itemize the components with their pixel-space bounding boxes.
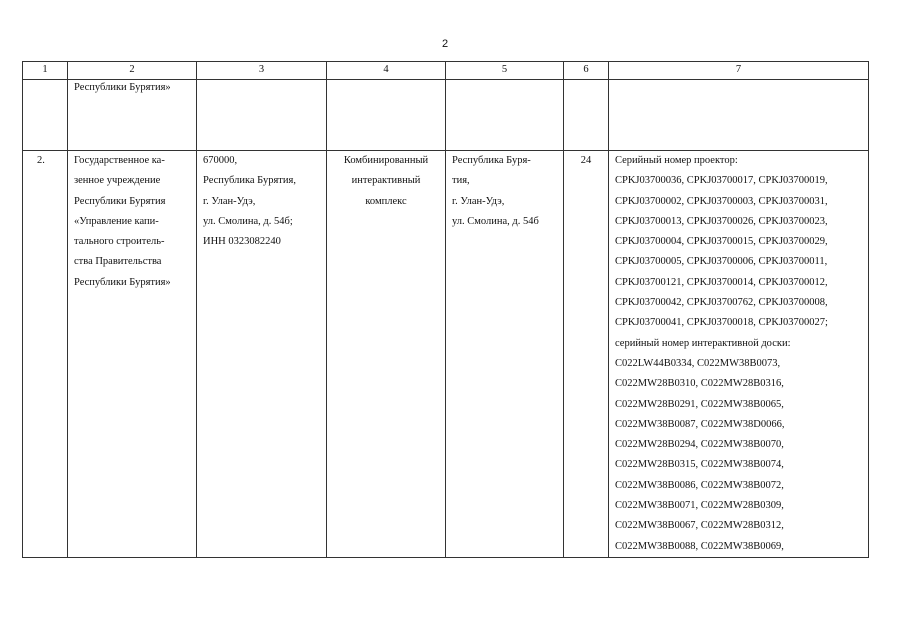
column-header: 4 [327, 62, 446, 80]
cell-index: 2. [23, 151, 68, 558]
text-line: Государственное ка- [74, 155, 165, 166]
column-header: 2 [68, 62, 197, 80]
text-line: CPKJ03700041, CPKJ03700018, CPKJ03700027; [615, 317, 828, 329]
register-table [22, 61, 869, 558]
cell-serials [609, 151, 869, 558]
cell-address [197, 151, 327, 558]
cell-address [197, 80, 327, 151]
column-header: 3 [197, 62, 327, 80]
text-line: CPKJ03700004, CPKJ03700015, CPKJ03700029, [615, 236, 828, 248]
text-line: C022MW28B0310, C022MW28B0316, [615, 378, 784, 390]
cell-location [446, 151, 564, 558]
cell-equipment [327, 80, 446, 151]
text-line: ул. Смолина, д. 54б; [203, 215, 293, 227]
column-header: 5 [446, 62, 564, 80]
page-number: 2 [441, 38, 449, 50]
text-line: Республика Буря- [452, 155, 531, 166]
cell-index [23, 80, 68, 151]
text-line: комплекс [365, 195, 407, 207]
cell-organization: Республики Бурятия» [68, 80, 197, 151]
text-line: C022MW28B0294, C022MW38B0070, [615, 439, 784, 451]
continuation-row [23, 80, 869, 151]
text-line: C022MW38B0088, C022MW38B0069, [615, 540, 784, 552]
text-line: C022MW38B0071, C022MW28B0309, [615, 500, 784, 512]
table-row [23, 151, 869, 558]
cell-quantity: 24 [564, 151, 609, 558]
text-line: C022MW38B0086, C022MW38B0072, [615, 479, 784, 491]
text-line: интерактивный [351, 175, 421, 187]
text-line: Серийный номер проектор: [615, 155, 738, 166]
text-line: C022MW38B0087, C022MW38D0066, [615, 418, 785, 430]
text-line: тального строитель- [74, 236, 165, 248]
column-number-row [23, 62, 869, 80]
text-line: C022MW28B0291, C022MW38B0065, [615, 398, 784, 410]
text-line: зенное учреждение [74, 175, 161, 187]
column-header: 1 [23, 62, 68, 80]
cell-location [446, 80, 564, 151]
text-line: Республики Бурятия [74, 195, 166, 207]
text-line: CPKJ03700036, CPKJ03700017, CPKJ03700019, [615, 175, 828, 187]
text-line: 670000, [203, 155, 238, 166]
text-line: Республика Бурятия, [203, 175, 296, 187]
text-line: C022MW28B0315, C022MW38B0074, [615, 459, 784, 471]
text-line: серийный номер интерактивной доски: [615, 337, 791, 349]
text-line: г. Улан-Удэ, [452, 195, 505, 207]
text-line: CPKJ03700002, CPKJ03700003, CPKJ03700031, [615, 195, 828, 207]
text-line: ства Правительства [74, 256, 162, 268]
text-line: ИНН 0323082240 [203, 236, 281, 248]
text-line: г. Улан-Удэ, [203, 195, 256, 207]
text-line: CPKJ03700013, CPKJ03700026, CPKJ03700023, [615, 215, 828, 227]
cell-quantity [564, 80, 609, 151]
text-line: C022MW38B0067, C022MW28B0312, [615, 520, 784, 532]
column-header: 7 [609, 62, 869, 80]
column-header: 6 [564, 62, 609, 80]
text-line: Республики Бурятия» [74, 276, 171, 288]
text-line: тия, [452, 175, 470, 187]
text-line: CPKJ03700005, CPKJ03700006, CPKJ03700011, [615, 256, 828, 268]
cell-organization [68, 151, 197, 558]
cell-equipment [327, 151, 446, 558]
text-line: Комбинированный [343, 155, 429, 166]
text-line: «Управление капи- [74, 215, 159, 227]
text-line: C022LW44B0334, C022MW38B0073, [615, 357, 781, 369]
text-line: CPKJ03700121, CPKJ03700014, CPKJ03700012, [615, 276, 828, 288]
text-line: ул. Смолина, д. 54б [452, 215, 539, 227]
text-line: CPKJ03700042, CPKJ03700762, CPKJ03700008, [615, 297, 828, 309]
cell-serials [609, 80, 869, 151]
